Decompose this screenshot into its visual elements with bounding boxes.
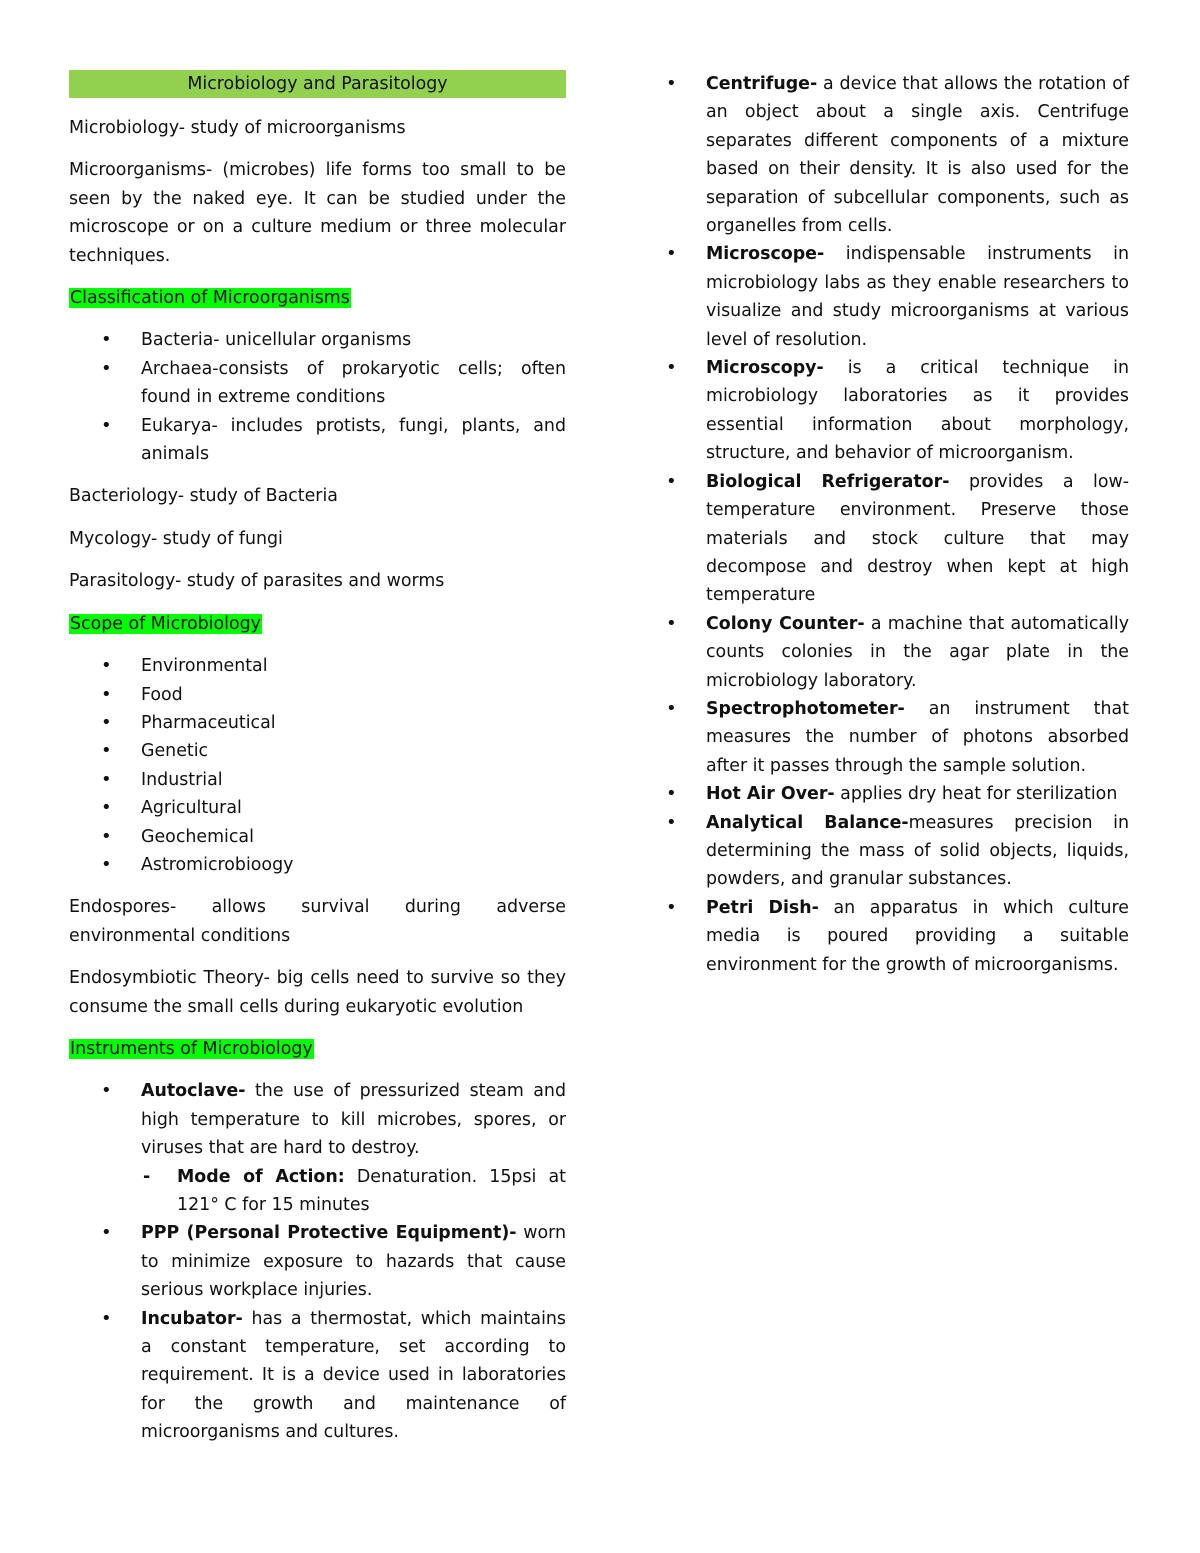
- mode-of-action: [141, 1163, 566, 1220]
- instrument-term: Microscope-: [706, 244, 825, 265]
- instruments-heading-text: Instruments of Microbiology: [70, 1038, 313, 1059]
- instrument-spectrophotometer: [666, 695, 1129, 780]
- instrument-centrifuge: [666, 70, 1129, 240]
- list-item: • Geochemical: [69, 823, 566, 851]
- instrument-colony-counter: [666, 610, 1129, 695]
- classification-heading: [69, 284, 566, 312]
- instrument-ppe: [69, 1219, 566, 1304]
- instrument-desc: is a critical technique in microbiology laboratories as it provides essential information about morphology, structure, and behavior of microorganism.: [706, 358, 1129, 464]
- list-item: • Agricultural: [69, 794, 566, 822]
- instrument-term: Analytical Balance-: [706, 812, 909, 833]
- instrument-term: Autoclave-: [141, 1081, 246, 1102]
- instrument-analytical-balance: [666, 809, 1129, 894]
- instrument-desc: measures precision in determining the mass of solid objects, liquids, powders, and granular substances.: [706, 812, 1129, 890]
- instrument-desc: indispensable instruments in microbiology labs as they enable researchers to visualize and study microorganisms at various level of resolution.: [706, 244, 1129, 350]
- classification-heading-text: Classification of Microorganisms: [70, 288, 350, 309]
- instrument-desc: a machine that automatically counts colonies in the agar plate in the microbiology laboratory.: [706, 613, 1129, 691]
- instrument-term: Spectrophotometer-: [706, 698, 905, 719]
- instrument-desc: worn to minimize exposure to hazards that cause serious workplace injuries.: [141, 1223, 566, 1301]
- bacteriology-definition: Bacteriology- study of Bacteria: [69, 486, 338, 507]
- document-title: [69, 70, 566, 98]
- mode-desc: Denaturation. 15psi at 121° C for 15 minutes: [177, 1166, 566, 1215]
- list-item: • Astromicrobioogy: [69, 851, 566, 879]
- left-column: [69, 70, 566, 1447]
- instrument-term: Hot Air Over-: [706, 784, 835, 805]
- instruments-heading: [69, 1035, 566, 1063]
- document-title-text: Microbiology and Parasitology: [187, 74, 448, 94]
- list-item: • Archaea-consists of prokaryotic cells; often found in extreme conditions: [69, 355, 566, 412]
- instrument-desc: the use of pressurized steam and high temperature to kill microbes, spores, or viruses that are hard to destroy.: [141, 1081, 566, 1159]
- instrument-desc: an instrument that measures the number of photons absorbed after it passes through the sample solution.: [706, 698, 1129, 776]
- list-item: • Environmental: [69, 652, 566, 680]
- instrument-hot-air-oven: [666, 780, 1129, 808]
- scope-list: [69, 652, 566, 879]
- autoclave-sublist: [141, 1163, 566, 1220]
- list-item: • Industrial: [69, 766, 566, 794]
- instrument-desc: has a thermostat, which maintains a constant temperature, set according to requirement. It is a device used in laboratories for the growth and maintenance of microorganisms and cultures.: [141, 1308, 566, 1443]
- instrument-term: Incubator-: [141, 1308, 243, 1329]
- instrument-term: Biological Refrigerator-: [706, 471, 950, 492]
- right-column: [666, 70, 1129, 979]
- microbiology-definition: Microbiology- study of microorganisms: [69, 118, 406, 138]
- instruments-list-right: [666, 70, 1129, 979]
- instrument-microscope: [666, 240, 1129, 354]
- mode-term: Mode of Action:: [177, 1166, 345, 1187]
- microorganisms-definition: Microorganisms- (microbes) life forms too small to be seen by the naked eye. It can be studied under the microscope or on a culture medium or three molecular techniques.: [69, 160, 566, 266]
- instrument-autoclave: [69, 1077, 566, 1219]
- instrument-term: Petri Dish-: [706, 897, 819, 918]
- mycology-definition: Mycology- study of fungi: [69, 528, 283, 549]
- instrument-desc: applies dry heat for sterilization: [834, 784, 1118, 805]
- endosymbiotic-definition: Endosymbiotic Theory- big cells need to survive so they consume the small cells during eukaryotic evolution: [69, 968, 566, 1017]
- instrument-term: Microscopy-: [706, 358, 824, 379]
- instrument-desc: an apparatus in which culture media is poured providing a suitable environment for the growth of microorganisms.: [706, 897, 1130, 975]
- instruments-list-left: [69, 1077, 566, 1446]
- instrument-microscopy: [666, 354, 1129, 468]
- instrument-incubator: [69, 1305, 566, 1447]
- instrument-petri-dish: [666, 894, 1129, 979]
- instrument-refrigerator: [666, 468, 1129, 610]
- instrument-term: PPP (Personal Protective Equipment)-: [141, 1223, 517, 1244]
- list-item: • Eukarya- includes protists, fungi, plants, and animals: [69, 412, 566, 469]
- parasitology-definition: Parasitology- study of parasites and worms: [69, 571, 445, 592]
- list-item: • Genetic: [69, 737, 566, 765]
- list-item: • Bacteria- unicellular organisms: [69, 326, 566, 354]
- scope-heading: [69, 610, 566, 638]
- instrument-desc: a device that allows the rotation of an object about a single axis. Centrifuge separates different components of a mixture based on their density. It is also used for the separation of subcellular components, such as organelles from cells.: [706, 74, 1129, 237]
- list-item: • Food: [69, 681, 566, 709]
- list-item: • Pharmaceutical: [69, 709, 566, 737]
- instrument-desc: provides a low-temperature environment. Preserve those materials and stock culture that may decompose and destroy when kept at high temperature: [706, 471, 1129, 606]
- classification-list: [69, 326, 566, 468]
- instrument-term: Centrifuge-: [706, 74, 818, 94]
- instrument-term: Colony Counter-: [706, 613, 865, 634]
- endospores-definition: Endospores- allows survival during adverse environmental conditions: [69, 897, 566, 946]
- scope-heading-text: Scope of Microbiology: [70, 613, 261, 634]
